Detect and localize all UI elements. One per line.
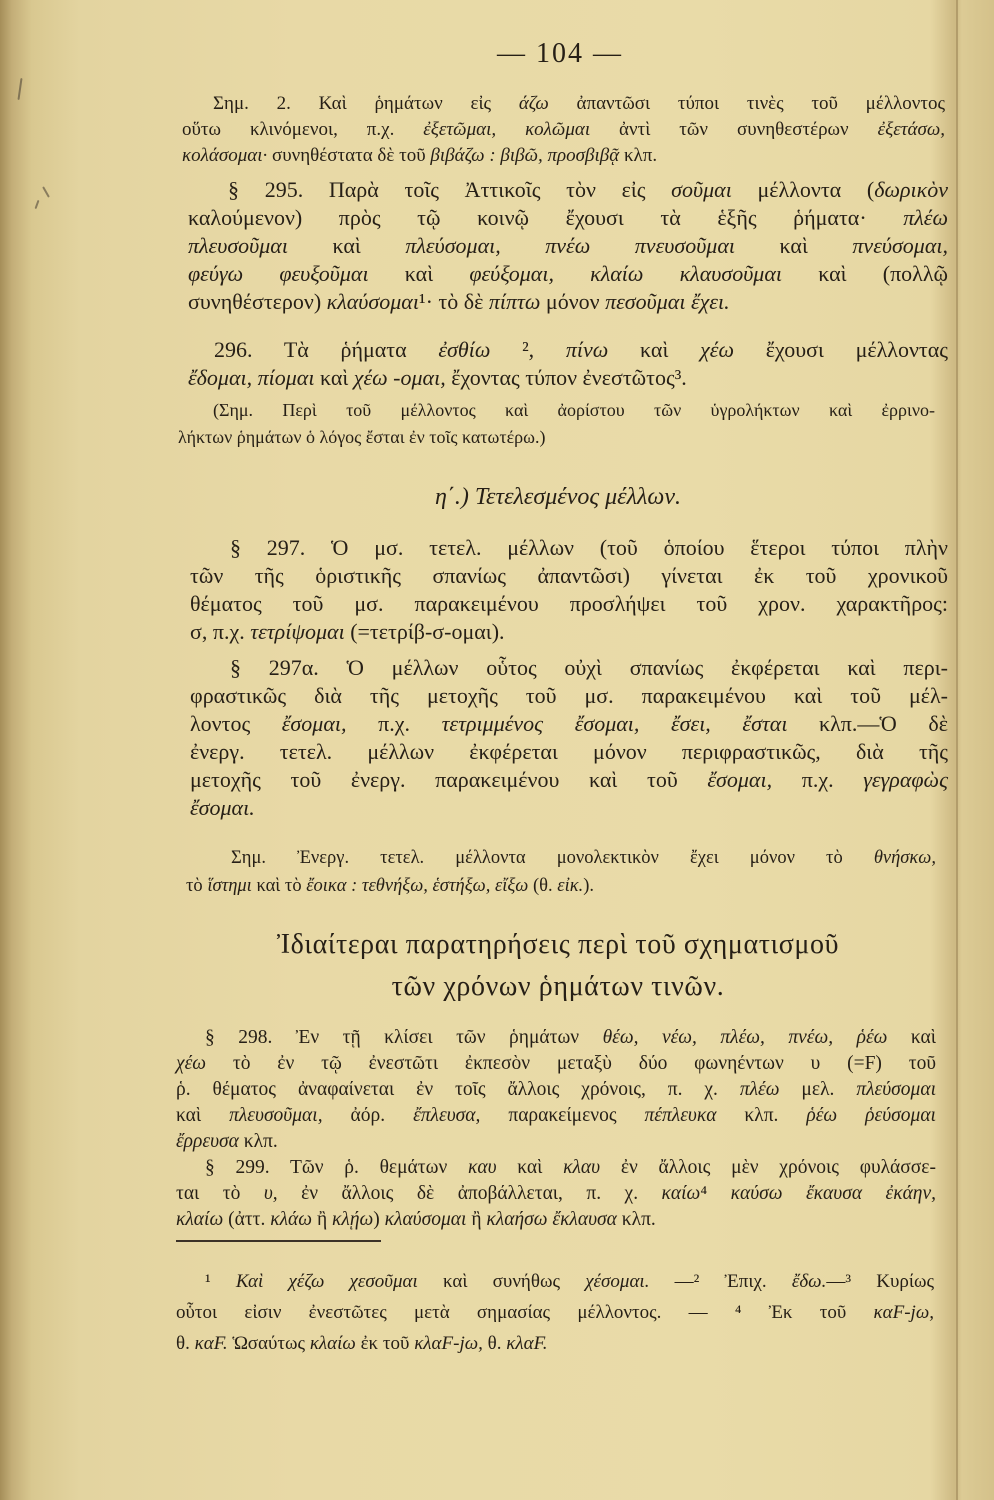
footnote-rule <box>176 1240 381 1242</box>
text-segment: ἔχουσι μέλλοντας <box>733 337 948 362</box>
heading-line: τῶν χρόνων ῥημάτων τινῶν. <box>391 971 725 1002</box>
heading-line: Ἰδιαίτεραι παρατηρήσεις περὶ τοῦ σχηματισμοῦ <box>276 929 840 960</box>
text-segment: ). <box>583 876 595 896</box>
italic-word-form: πίπτω <box>488 289 541 314</box>
text-line <box>190 794 948 822</box>
text-segment: § 295. Παρὰ τοῖς Ἀττικοῖς τὸν εἰς <box>228 177 672 202</box>
text-segment: καὶ <box>368 261 470 286</box>
italic-word-form: πλέω <box>903 205 948 230</box>
text-line <box>190 590 948 618</box>
italic-word-form: κλαF-jω, <box>414 1333 483 1354</box>
text-segment: μέλλοντα ( <box>731 177 875 202</box>
text-segment: § 297. Ὁ μσ. τετελ. μέλλων (τοῦ ὁποίου ἕτεροι τύποι πλὴν <box>230 535 948 560</box>
text-line <box>176 1051 936 1077</box>
text-segment: § 297α. Ὁ μέλλων οὗτος οὐχὶ σπανίως ἐκφέρεται καὶ περι- <box>230 655 948 680</box>
pencil-mark <box>35 200 40 209</box>
section-298-paragraph <box>176 1025 936 1155</box>
pencil-mark <box>42 186 50 197</box>
text-segment: καὶ τὸ <box>251 876 307 896</box>
text-line <box>186 872 936 900</box>
text-line <box>176 1297 934 1328</box>
note-2-paragraph <box>182 91 945 169</box>
text-segment: ἐν ἄλλοις δὲ ἀποβάλλεται, π. χ. <box>277 1183 662 1204</box>
text-segment: λοντος <box>190 711 282 736</box>
italic-word-form: πλεύσομαι, πνέω πνευσοῦμαι <box>405 233 735 258</box>
italic-word-form: πλεύσομαι <box>856 1079 936 1100</box>
italic-word-form: χέω <box>700 337 734 362</box>
text-segment: κλπ.—Ὁ δὲ <box>787 711 949 736</box>
heading-special-observations <box>200 924 916 1008</box>
italic-word-form: χέσομαι. <box>585 1271 650 1292</box>
text-line <box>178 397 935 424</box>
text-segment: καὶ <box>496 1157 564 1178</box>
italic-word-form: ἔσομαι. <box>190 795 255 820</box>
text-segment: § 298. Ἐν τῇ κλίσει τῶν ῥημάτων <box>205 1027 603 1048</box>
text-segment: συνηθέστερον) <box>188 289 327 314</box>
text-segment: τὸ <box>186 876 208 896</box>
text-segment: Ὡσαύτως <box>227 1333 310 1354</box>
italic-word-form: ἔδω. <box>791 1271 827 1292</box>
text-line <box>176 1328 934 1359</box>
italic-word-form: κλαίω <box>176 1209 224 1230</box>
text-segment: μελ. <box>779 1079 857 1100</box>
text-segment: καὶ συνήθως <box>417 1271 586 1292</box>
text-segment: τὸ ἐν τῷ ἐνεστῶτι ἐκπεσὸν μεταξὺ δύο φωνηέντων υ (=F) τοῦ <box>206 1053 936 1074</box>
text-segment: καὶ <box>887 1027 936 1048</box>
italic-word-form: σοῦμαι <box>671 177 732 202</box>
italic-word-form: τετρίψομαι <box>250 619 345 644</box>
text-line <box>190 654 948 682</box>
text-segment: Σημ. 2. Καὶ ῥημάτων εἰς <box>213 93 519 114</box>
text-segment: π.χ. <box>346 711 442 736</box>
text-segment: ἐκ τοῦ <box>355 1333 415 1354</box>
text-line <box>176 1103 936 1129</box>
text-segment: παρακείμενος <box>480 1105 645 1126</box>
text-segment: (θ. <box>528 876 558 896</box>
italic-word-form: άζω <box>518 93 549 114</box>
pencil-mark <box>17 78 22 100</box>
italic-word-form: ἔσομαι, <box>707 767 773 792</box>
text-segment: σ, π.χ. <box>190 619 251 644</box>
text-segment: λήκτων ῥημάτων ὁ λόγος ἔσται ἐν τοῖς κατωτέρω.) <box>178 427 546 447</box>
text-segment: ἐν ἄλλοις μὲν χρόνοις φυλάσσε- <box>600 1157 936 1178</box>
text-line <box>188 288 948 316</box>
text-line <box>188 260 948 288</box>
text-segment: μετοχῆς τοῦ ἐνεργ. παρακειμένου καὶ τοῦ <box>190 767 708 792</box>
italic-word-form: πίνω <box>565 337 609 362</box>
footnotes <box>176 1266 934 1359</box>
italic-word-form: ἔπλευσα, <box>413 1105 481 1126</box>
italic-word-form: φεύγω φευξοῦμαι <box>188 261 369 286</box>
text-line <box>188 336 948 364</box>
italic-word-form: χέω -ομαι, <box>353 365 446 390</box>
section-297-paragraph <box>190 534 948 646</box>
text-line <box>176 1266 934 1297</box>
italic-word-form: καύσω ἔκαυσα ἐκάην, <box>730 1183 937 1204</box>
text-segment: ἀόρ. <box>322 1105 414 1126</box>
italic-word-form: κλῄω <box>332 1209 374 1230</box>
page-edge <box>956 0 958 1500</box>
italic-word-form: γεγραφὼς <box>863 767 948 792</box>
text-segment: (=τετρίβ-σ-ομαι). <box>344 619 505 644</box>
text-segment: (ἀττ. <box>223 1209 271 1230</box>
italic-word-form: ἐξετάσω, <box>877 119 946 140</box>
italic-word-form: ἐξετῶμαι, κολῶμαι <box>423 119 591 140</box>
text-segment: ἢ <box>466 1209 487 1230</box>
text-segment: ¹ <box>205 1271 236 1292</box>
text-line <box>190 710 948 738</box>
italic-word-form: ἔσομαι, <box>281 711 347 736</box>
text-segment: φραστικῶς διὰ τῆς μετοχῆς τοῦ μσ. παρακειμένου καὶ τοῦ μέλ- <box>190 683 948 708</box>
text-segment: συνηθέστατα δὲ τοῦ <box>267 145 431 166</box>
text-segment: 296. Τὰ ῥήματα <box>214 337 439 362</box>
italic-word-form: ῥέω ῥεύσομαι <box>806 1105 936 1126</box>
text-segment: ) <box>373 1209 385 1230</box>
text-segment: ¹· τὸ δὲ <box>418 289 489 314</box>
text-segment: κλπ. <box>238 1131 278 1152</box>
text-line <box>182 117 945 143</box>
italic-word-form: ἔδομαι, πίομαι <box>188 365 315 390</box>
italic-word-form: ἔοικα : τεθνήξω, ἑστήξω, εἴξω <box>306 876 529 896</box>
italic-word-form: δωρικὸν <box>874 177 948 202</box>
text-line <box>190 738 948 766</box>
heading-future-perfect: η΄.) Τετελεσμένος μέλλων. <box>434 484 682 510</box>
text-segment: καλούμενον) πρὸς τῷ κοινῷ ἔχουσι τὰ ἑξῆς ῥήματα· <box>188 205 904 230</box>
text-segment: οὕτω κλινόμενοι, π.χ. <box>182 119 424 140</box>
text-segment: π.χ. <box>772 767 864 792</box>
italic-word-form: κλαίω <box>309 1333 356 1354</box>
text-segment: θ. <box>176 1333 195 1354</box>
italic-word-form: καF. <box>194 1333 228 1354</box>
italic-word-form: τετριμμένος ἔσομαι, ἔσει, ἔσται <box>441 711 788 736</box>
italic-word-form: χέω <box>176 1053 207 1074</box>
text-line <box>190 766 948 794</box>
text-line <box>190 534 948 562</box>
text-line <box>176 1129 936 1155</box>
italic-word-form: κλαήσω ἔκλαυσα <box>486 1209 617 1230</box>
text-segment: ἀντὶ τῶν συνηθεστέρων <box>590 119 878 140</box>
text-segment: ἀπαντῶσι τύποι τινὲς τοῦ μέλλοντος <box>548 93 946 114</box>
text-line <box>190 682 948 710</box>
text-line <box>190 618 948 646</box>
italic-word-form: κλαυ <box>563 1157 601 1178</box>
note-active-future-perfect <box>186 844 936 900</box>
text-segment: κλπ. <box>716 1105 807 1126</box>
text-line <box>178 424 935 451</box>
italic-word-form: θέω, νέω, πλέω, πνέω, ῥέω <box>602 1027 888 1048</box>
text-line <box>188 204 948 232</box>
note-liquid-verbs <box>178 397 935 451</box>
text-segment: οὗτοι εἰσιν ἐνεστῶτες μετὰ σημασίας μέλλοντος. — ⁴ Ἐκ τοῦ <box>176 1302 874 1323</box>
text-segment: θέματος τοῦ μσ. παρακειμένου προσλήψει τοῦ χρον. χαρακτῆρος: <box>190 591 948 616</box>
italic-word-form: πεσοῦμαι ἔχει. <box>605 289 730 314</box>
page-number: — 104 — <box>497 38 623 69</box>
italic-word-form: εἰκ. <box>557 876 584 896</box>
text-segment: κλπ. <box>616 1209 656 1230</box>
text-line <box>188 176 948 204</box>
italic-word-form: καίω <box>661 1183 701 1204</box>
text-segment: καὶ <box>314 365 354 390</box>
text-line <box>176 1025 936 1051</box>
text-segment: ῥ. θέματος ἀναφαίνεται ἐν τοῖς ἄλλοις χρόνοις, π. χ. <box>176 1079 740 1100</box>
italic-word-form: καυ <box>468 1157 497 1178</box>
italic-word-form: πέπλευκα <box>644 1105 717 1126</box>
text-segment: μόνον <box>540 289 606 314</box>
text-segment: ἢ <box>312 1209 333 1230</box>
italic-word-form: κλαύσομαι <box>326 289 419 314</box>
text-segment: ², <box>490 337 566 362</box>
italic-word-form: κλαF. <box>506 1333 548 1354</box>
italic-word-form: πλέω <box>739 1079 780 1100</box>
italic-word-form: Καὶ χέζω χεσοῦμαι <box>235 1271 418 1292</box>
italic-word-form: καF-jω, <box>873 1302 934 1323</box>
text-line <box>176 1207 936 1233</box>
text-segment: ται τὸ <box>176 1183 264 1204</box>
text-line <box>176 1077 936 1103</box>
text-segment: καὶ <box>735 233 853 258</box>
text-line <box>188 232 948 260</box>
text-line <box>182 91 945 117</box>
text-segment: —² Ἐπιχ. <box>649 1271 792 1292</box>
section-299-paragraph <box>176 1155 936 1233</box>
section-296-paragraph <box>188 336 948 392</box>
text-line <box>182 143 945 169</box>
text-segment: § 299. Τῶν ῥ. θεμάτων <box>205 1157 468 1178</box>
text-segment: καὶ <box>176 1105 230 1126</box>
text-line <box>176 1155 936 1181</box>
text-segment: καὶ (πολλῷ <box>782 261 948 286</box>
italic-word-form: πνεύσομαι, <box>852 233 949 258</box>
italic-word-form: βιβάζω : βιβῶ, προσβιβᾷ <box>430 145 620 166</box>
italic-word-form: θνήσκω, <box>873 848 936 868</box>
text-segment: ἔχοντας τύπον ἐνεστῶτος³. <box>445 365 687 390</box>
italic-word-form: υ, <box>263 1183 278 1204</box>
italic-word-form: πλευσοῦμαι <box>188 233 288 258</box>
text-segment: —³ Κυρίως <box>826 1271 934 1292</box>
text-segment: Σημ. Ἐνεργ. τετελ. μέλλοντα μονολεκτικὸν ἔχει μόνον τὸ <box>231 848 874 868</box>
italic-word-form: πλευσοῦμαι, <box>229 1105 323 1126</box>
italic-word-form: φεύξομαι, κλαίω κλαυσοῦμαι <box>469 261 783 286</box>
italic-word-form: κλάω <box>270 1209 313 1230</box>
text-segment: καὶ <box>287 233 406 258</box>
text-line <box>176 1181 936 1207</box>
text-line <box>188 364 948 392</box>
text-line <box>190 562 948 590</box>
text-segment: κλπ. <box>619 145 658 166</box>
italic-word-form: κολάσομαι· <box>182 145 268 166</box>
text-segment: (Σημ. Περὶ τοῦ μέλλοντος καὶ ἀορίστου τῶν ὑγρολήκτων καὶ ἐρρινο- <box>213 400 935 420</box>
italic-word-form: ἵστημι <box>207 876 252 896</box>
text-segment: ἐνεργ. τετελ. μέλλων ἐκφέρεται μόνον περιφραστικῶς, διὰ τῆς <box>190 739 948 764</box>
text-segment: ⁴ <box>700 1183 731 1204</box>
text-line <box>186 844 936 872</box>
text-segment: θ. <box>482 1333 507 1354</box>
italic-word-form: ἐσθίω <box>438 337 491 362</box>
section-295-paragraph <box>188 176 948 316</box>
text-segment: καὶ <box>608 337 701 362</box>
text-segment: τῶν τῆς ὁριστικῆς σπανίως ἀπαντῶσι) γίνεται ἐκ τοῦ χρονικοῦ <box>190 563 948 588</box>
italic-word-form: ἔρρευσα <box>176 1131 239 1152</box>
italic-word-form: κλαύσομαι <box>384 1209 467 1230</box>
section-297a-paragraph <box>190 654 948 822</box>
